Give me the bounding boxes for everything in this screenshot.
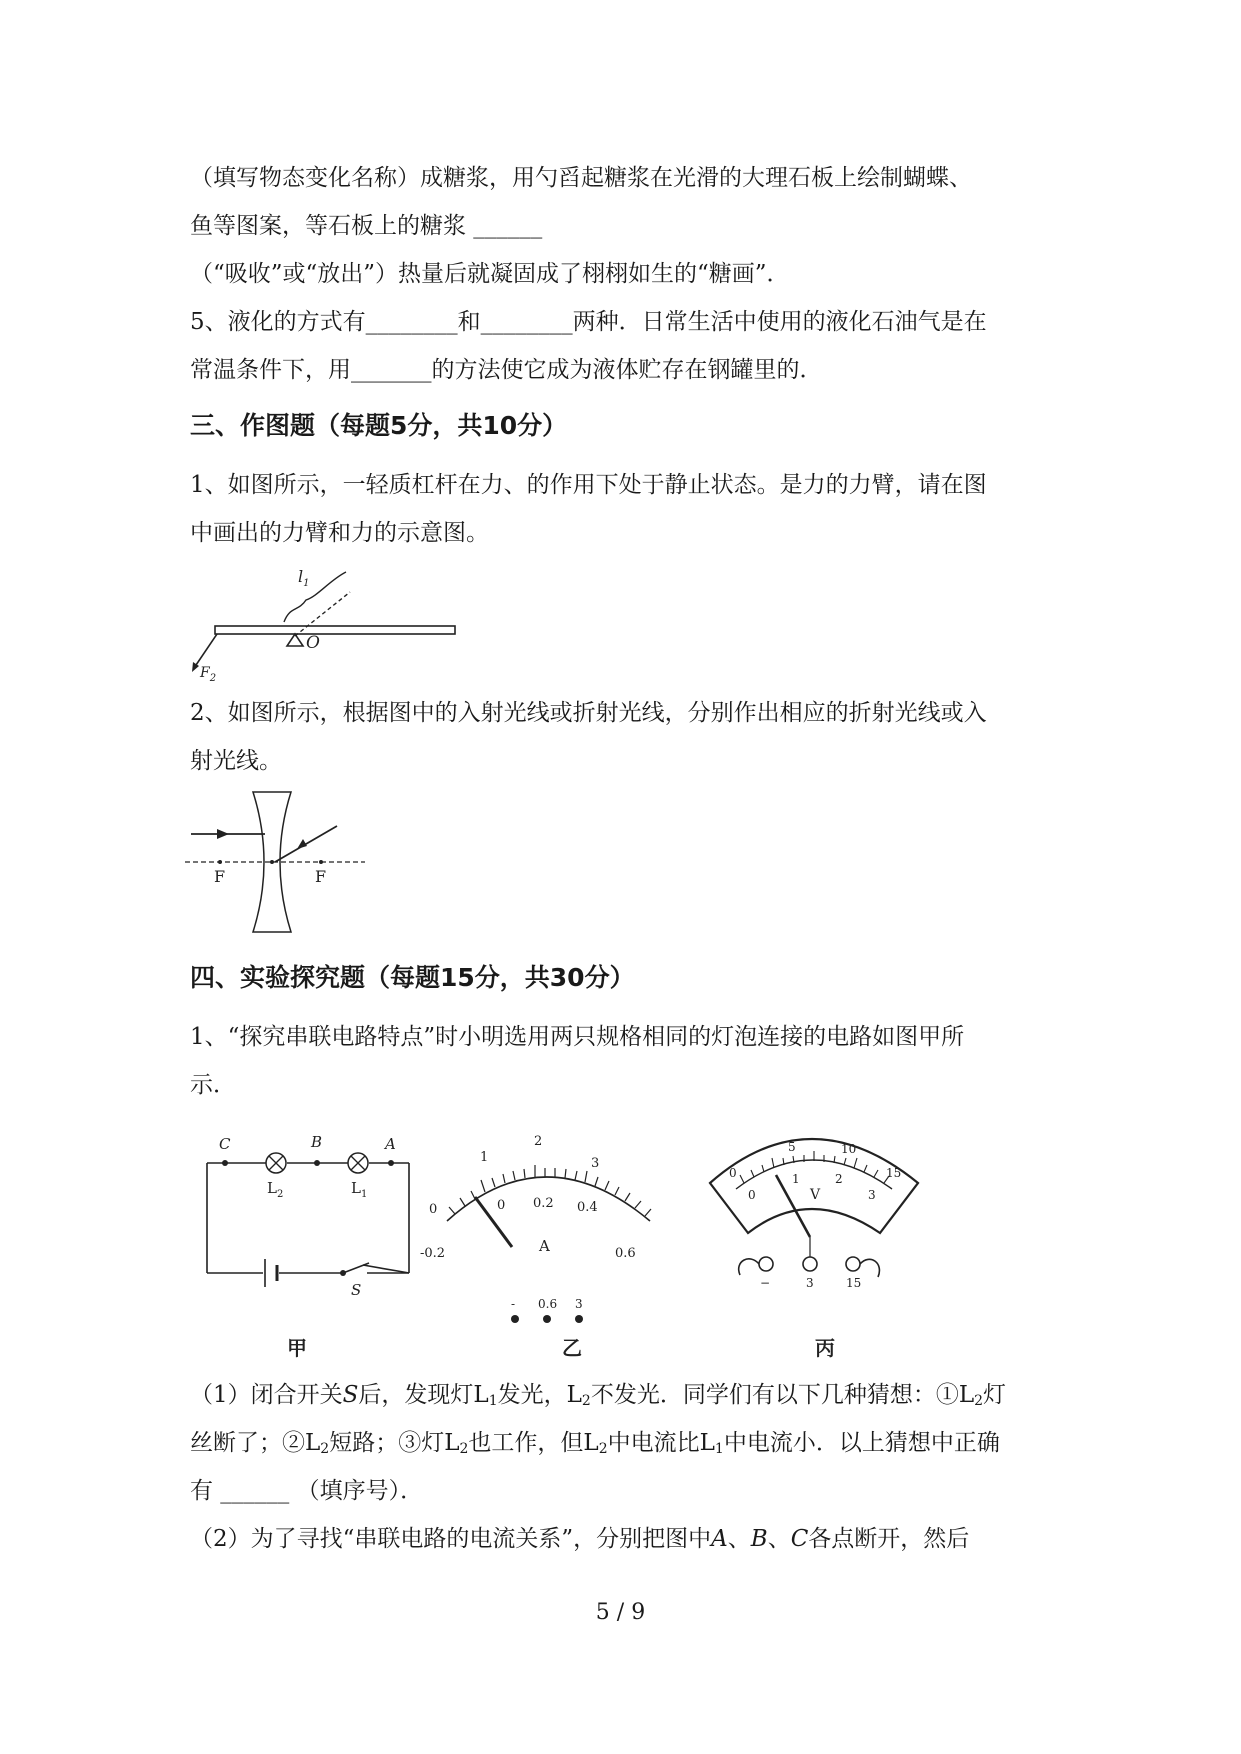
voltmeter-terminal-15 [846,1257,860,1271]
voltmeter-terminal-3 [803,1257,817,1271]
voltmeter-top-tick-0: 0 [729,1166,737,1180]
label-f-left: F [214,867,226,886]
caption-jia: 甲 [287,1336,307,1360]
voltmeter-terminal-neg [759,1257,773,1271]
ammeter-bottom-tick-0: 0 [497,1198,506,1213]
voltmeter-unit: V [810,1187,821,1203]
s3-q1-line-2: 中画出的力臂和力的示意图。 [190,520,489,546]
lever-figure [180,560,480,690]
voltmeter-bottom-tick-0: 0 [748,1188,756,1202]
ammeter-bottom-tick-06: 0.6 [615,1246,636,1261]
voltmeter-terminal-label-15: 15 [846,1276,862,1290]
label-a: A [385,1135,396,1153]
circuit-figure-jia [195,1125,425,1360]
voltmeter-top-tick-15: 15 [886,1166,902,1180]
caption-yi: 乙 [562,1336,582,1360]
s4-q1-part1-line-2: 丝断了；$②L_2$短路；③灯$L_2$也工作，但$L_2$中电流比$L_1$中电流小．以上猜想中正确 [190,1430,1000,1457]
text-line-3: （“吸收”或“放出”）热量后就凝固成了栩栩如生的“糖画”． [190,261,790,287]
voltmeter-bottom-tick-1: 1 [792,1172,800,1186]
page-number: 5 / 9 [595,1600,646,1625]
label-l1: $l_1$ [298,567,310,589]
s4-q1-part2-line: （2）为了寻找“串联电路的电流关系”，分别把图中A、B、C各点断开，然后 [190,1526,970,1552]
node-b [314,1160,320,1166]
node-c [222,1160,228,1166]
s4-q1-part1-line-3: 有 ______ （填序号）． [190,1478,424,1504]
label-lamp-l2: $L_2$ [267,1179,284,1200]
arm-l1-brace [284,572,346,622]
voltmeter-figure-bing [700,1125,940,1360]
section-4-heading: 四、实验探究题（每题15分，共30分） [190,963,635,992]
label-lamp-l1: $L_1$ [351,1179,368,1200]
voltmeter-top-tick-10: 10 [841,1142,857,1156]
s3-q2-line-2: 射光线。 [190,748,282,774]
text-line-1: （填写物态变化名称）成糖浆，用勺舀起糖浆在光滑的大理石板上绘制蝴蝶、 [190,165,972,191]
ammeter-terminal-06 [543,1315,551,1323]
s3-q1-line-1: 1、如图所示，一轻质杠杆在力、的作用下处于静止状态。是力的力臂，请在图 [190,472,987,498]
label-switch-s: S [351,1281,362,1299]
lever-bar [215,626,455,634]
question-5-line-1: 5、液化的方式有________和________两种．日常生活中使用的液化石油气是在 [190,309,987,335]
caption-bing: 丙 [815,1336,835,1360]
label-o: O [306,633,320,653]
lens-figure [185,790,375,940]
ammeter-terminal-neg [511,1315,519,1323]
ammeter-terminal-label-neg: - [511,1297,516,1311]
focus-right [319,860,323,864]
voltmeter-bottom-tick-3: 3 [868,1188,876,1202]
optical-center [270,860,274,864]
label-f2: $F_2$ [200,665,217,684]
s3-q2-line-1: 2、如图所示，根据图中的入射光线或折射光线，分别作出相应的折射光线或入 [190,700,987,726]
label-f-right: F [315,867,327,886]
s4-q1-line-1: 1、“探究串联电路特点”时小明选用两只规格相同的灯泡连接的电路如图甲所 [190,1024,965,1050]
incident-ray-arrow [217,829,229,839]
refracted-ray [275,826,337,862]
force-f2-arrow [194,634,217,668]
ammeter-top-tick-1: 1 [480,1150,489,1165]
voltmeter-top-tick-5: 5 [788,1140,796,1154]
question-5-line-2: 常温条件下，用_______的方法使它成为液体贮存在钢罐里的． [190,357,823,383]
label-b: B [311,1133,323,1151]
ammeter-terminal-label-06: 0.6 [538,1297,558,1311]
ammeter-bottom-tick-neg02: -0.2 [420,1246,446,1261]
switch-pivot [340,1270,346,1276]
s4-q1-part1-line: （1）闭合开关S后，发现灯$L_1$发光，$L_2$不发光．同学们有以下几种猜想：$①L_2$灯 [190,1382,1007,1409]
ammeter-bottom-tick-02: 0.2 [533,1196,554,1211]
ammeter-top-tick-2: 2 [534,1134,543,1149]
ammeter-top-tick-3: 3 [591,1156,600,1171]
voltmeter-bottom-tick-2: 2 [835,1172,843,1186]
ammeter-terminal-label-3: 3 [575,1297,583,1311]
ammeter-top-tick-0: 0 [429,1202,438,1217]
ammeter-figure-yi [420,1125,685,1360]
lamp-l2-icon [266,1153,286,1173]
s4-q1-line-2: 示． [190,1072,236,1098]
node-a [388,1160,394,1166]
text-line-2: 鱼等图案，等石板上的糖浆 ______ [190,213,543,239]
arm-l1-dashed [295,592,350,636]
focus-left [218,860,222,864]
ammeter-unit: A [539,1237,550,1255]
label-c: C [219,1135,231,1153]
voltmeter-scale-arc [736,1160,892,1189]
switch-blade [343,1263,369,1273]
wire-left [739,1259,759,1275]
ammeter-needle [475,1197,512,1247]
refracted-ray-arrow [297,839,307,849]
voltmeter-ticks [740,1151,889,1183]
voltmeter-terminal-label-3: 3 [806,1276,814,1290]
section-3-heading: 三、作图题（每题5分，共10分） [190,411,568,440]
wire-right [860,1259,879,1277]
ammeter-bottom-tick-04: 0.4 [577,1200,598,1215]
voltmeter-terminal-label-neg: − [760,1276,771,1290]
ammeter-terminal-3 [575,1315,583,1323]
lamp-l1-icon [348,1153,368,1173]
